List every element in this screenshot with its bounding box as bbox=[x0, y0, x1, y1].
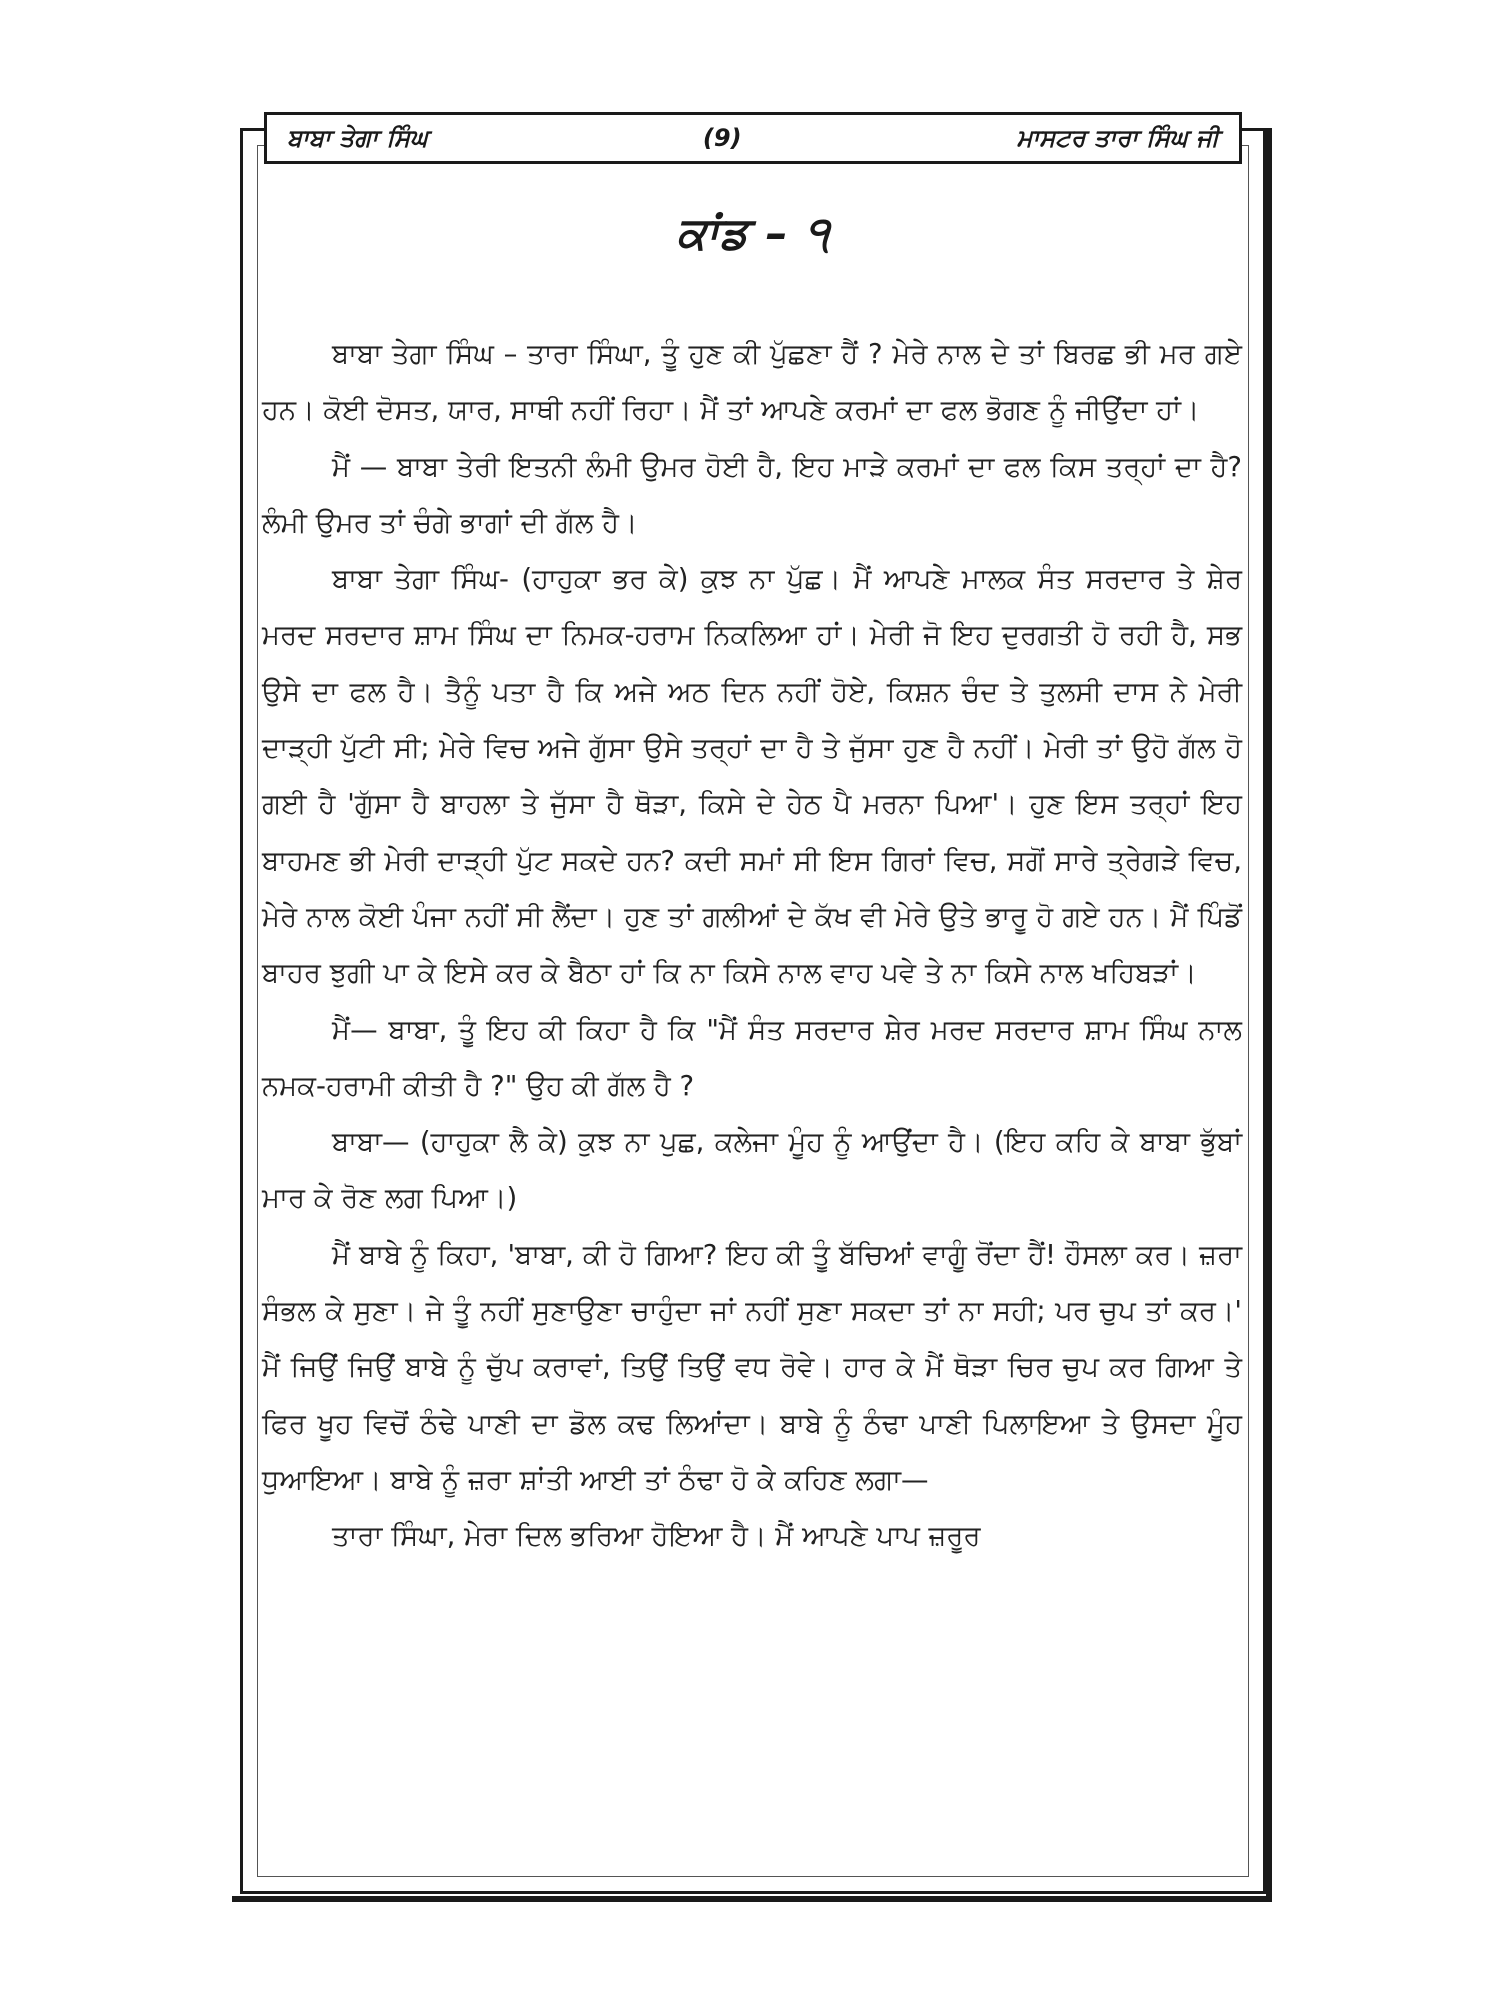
paragraph: ਬਾਬਾ— (ਹਾਹੁਕਾ ਲੈ ਕੇ) ਕੁਝ ਨਾ ਪੁਛ, ਕਲੇਜਾ ਮੂੰਹ ਨੂੰ ਆਉਂਦਾ ਹੈ। (ਇਹ ਕਹਿ ਕੇ ਬਾਬਾ ਭੁੱਬਾਂ ਮਾਰ ਕੇ ਰੋਣ ਲਗ ਪਿਆ।) bbox=[262, 1126, 1242, 1215]
paragraph: ਤਾਰਾ ਸਿੰਘਾ, ਮੇਰਾ ਦਿਲ ਭਰਿਆ ਹੋਇਆ ਹੈ। ਮੈਂ ਆਪਣੇ ਪਾਪ ਜ਼ਰੂਰ bbox=[332, 1520, 981, 1553]
chapter-title: ਕਾਂਡ – ੧ bbox=[676, 208, 830, 259]
paragraph: ਮੈਂ— ਬਾਬਾ, ਤੂੰ ਇਹ ਕੀ ਕਿਹਾ ਹੈ ਕਿ "ਮੈਂ ਸੰਤ ਸਰਦਾਰ ਸ਼ੇਰ ਮਰਦ ਸਰਦਾਰ ਸ਼ਾਮ ਸਿੰਘ ਨਾਲ ਨਮਕ-ਹਰਾਮੀ ਕੀਤੀ ਹੈ ?" ਉਹ ਕੀ ਗੱਲ ਹੈ ? bbox=[262, 1013, 1242, 1102]
running-header bbox=[264, 112, 1242, 164]
paragraph: ਬਾਬਾ ਤੇਗਾ ਸਿੰਘ – ਤਾਰਾ ਸਿੰਘਾ, ਤੂੰ ਹੁਣ ਕੀ ਪੁੱਛਣਾ ਹੈਂ ? ਮੇਰੇ ਨਾਲ ਦੇ ਤਾਂ ਬਿਰਛ ਭੀ ਮਰ ਗਏ ਹਨ। ਕੋਈ ਦੋਸਤ, ਯਾਰ, ਸਾਥੀ ਨਹੀਂ ਰਿਹਾ। ਮੈਂ ਤਾਂ ਆਪਣੇ ਕਰਮਾਂ ਦਾ ਫਲ ਭੋਗਣ ਨੂੰ ਜੀਉਂਦਾ ਹਾਂ। bbox=[262, 338, 1242, 427]
page-frame-shadow-bottom bbox=[232, 1896, 1272, 1902]
paragraph: ਮੈਂ — ਬਾਬਾ ਤੇਰੀ ਇਤਨੀ ਲੰਮੀ ਉਮਰ ਹੋਈ ਹੈ, ਇਹ ਮਾੜੇ ਕਰਮਾਂ ਦਾ ਫਲ ਕਿਸ ਤਰ੍ਹਾਂ ਦਾ ਹੈ? ਲੰਮੀ ਉਮਰ ਤਾਂ ਚੰਗੇ ਭਾਗਾਂ ਦੀ ਗੱਲ ਹੈ। bbox=[262, 450, 1242, 539]
header-author: ਮਾਸਟਰ ਤਾਰਾ ਸਿੰਘ ਜੀ bbox=[1016, 124, 1219, 152]
page-number: (9) bbox=[702, 124, 742, 152]
page-frame-shadow bbox=[1266, 128, 1272, 1902]
paragraph: ਬਾਬਾ ਤੇਗਾ ਸਿੰਘ- (ਹਾਹੁਕਾ ਭਰ ਕੇ) ਕੁਝ ਨਾ ਪੁੱਛ। ਮੈਂ ਆਪਣੇ ਮਾਲਕ ਸੰਤ ਸਰਦਾਰ ਤੇ ਸ਼ੇਰ ਮਰਦ ਸਰਦਾਰ ਸ਼ਾਮ ਸਿੰਘ ਦਾ ਨਿਮਕ-ਹਰਾਮ ਨਿਕਲਿਆ ਹਾਂ। ਮੇਰੀ ਜੋ ਇਹ ਦੁਰਗਤੀ ਹੋ ਰਹੀ ਹੈ, ਸਭ ਉਸੇ ਦਾ ਫਲ ਹੈ। ਤੈਨੂੰ ਪਤਾ ਹੈ ਕਿ ਅਜੇ ਅਠ ਦਿਨ ਨਹੀਂ ਹੋਏ, ਕਿਸ਼ਨ ਚੰਦ ਤੇ ਤੁਲਸੀ ਦਾਸ ਨੇ ਮੇਰੀ ਦਾੜ੍ਹੀ ਪੁੱਟੀ ਸੀ; ਮੇਰੇ ਵਿਚ ਅਜੇ ਗੁੱਸਾ ਉਸੇ ਤਰ੍ਹਾਂ ਦਾ ਹੈ ਤੇ ਜੁੱਸਾ ਹੁਣ ਹੈ ਨਹੀਂ। ਮੇਰੀ ਤਾਂ ਉਹੋ ਗੱਲ ਹੋ ਗਈ ਹੈ 'ਗੁੱਸਾ ਹੈ ਬਾਹਲਾ ਤੇ ਜੁੱਸਾ ਹੈ ਥੋੜਾ, ਕਿਸੇ ਦੇ ਹੇਠ ਪੈ ਮਰਨਾ ਪਿਆ'। ਹੁਣ ਇਸ ਤਰ੍ਹਾਂ ਇਹ ਬਾਹਮਣ ਭੀ ਮੇਰੀ ਦਾੜ੍ਹੀ ਪੁੱਟ ਸਕਦੇ ਹਨ? ਕਦੀ ਸਮਾਂ ਸੀ ਇਸ ਗਿਰਾਂ ਵਿਚ, ਸਗੋਂ ਸਾਰੇ ਤ੍ਰੇਗੜੇ ਵਿਚ, ਮੇਰੇ ਨਾਲ ਕੋਈ ਪੰਜਾ ਨਹੀਂ ਸੀ ਲੈਂਦਾ। ਹੁਣ ਤਾਂ ਗਲੀਆਂ ਦੇ ਕੱਖ ਵੀ ਮੇਰੇ ਉਤੇ ਭਾਰੂ ਹੋ ਗਏ ਹਨ। ਮੈਂ ਪਿੰਡੋਂ ਬਾਹਰ ਝੁਗੀ ਪਾ ਕੇ ਇਸੇ ਕਰ ਕੇ ਬੈਠਾ ਹਾਂ ਕਿ ਨਾ ਕਿਸੇ ਨਾਲ ਵਾਹ ਪਵੇ ਤੇ ਨਾ ਕਿਸੇ ਨਾਲ ਖਹਿਬੜਾਂ। bbox=[262, 563, 1242, 990]
paragraph: ਮੈਂ ਬਾਬੇ ਨੂੰ ਕਿਹਾ, 'ਬਾਬਾ, ਕੀ ਹੋ ਗਿਆ? ਇਹ ਕੀ ਤੂੰ ਬੱਚਿਆਂ ਵਾਗੂੰ ਰੋਂਦਾ ਹੈਂ! ਹੌਸਲਾ ਕਰ। ਜ਼ਰਾ ਸੰਭਲ ਕੇ ਸੁਣਾ। ਜੇ ਤੂੰ ਨਹੀਂ ਸੁਣਾਉਣਾ ਚਾਹੁੰਦਾ ਜਾਂ ਨਹੀਂ ਸੁਣਾ ਸਕਦਾ ਤਾਂ ਨਾ ਸਹੀ; ਪਰ ਚੁਪ ਤਾਂ ਕਰ।' ਮੈਂ ਜਿਉਂ ਜਿਉਂ ਬਾਬੇ ਨੂੰ ਚੁੱਪ ਕਰਾਵਾਂ, ਤਿਉਂ ਤਿਉਂ ਵਧ ਰੋਵੇ। ਹਾਰ ਕੇ ਮੈਂ ਥੋੜਾ ਚਿਰ ਚੁਪ ਕਰ ਗਿਆ ਤੇ ਫਿਰ ਖੂਹ ਵਿਚੋਂ ਠੰਢੇ ਪਾਣੀ ਦਾ ਡੋਲ ਕਢ ਲਿਆਂਦਾ। ਬਾਬੇ ਨੂੰ ਠੰਢਾ ਪਾਣੀ ਪਿਲਾਇਆ ਤੇ ਉਸਦਾ ਮੂੰਹ ਧੁਆਇਆ। ਬਾਬੇ ਨੂੰ ਜ਼ਰਾ ਸ਼ਾਂਤੀ ਆਈ ਤਾਂ ਠੰਢਾ ਹੋ ਕੇ ਕਹਿਣ ਲਗਾ— bbox=[262, 1238, 1242, 1496]
body-text bbox=[262, 326, 1242, 1565]
header-book-title: ਬਾਬਾ ਤੇਗਾ ਸਿੰਘ bbox=[287, 124, 428, 152]
